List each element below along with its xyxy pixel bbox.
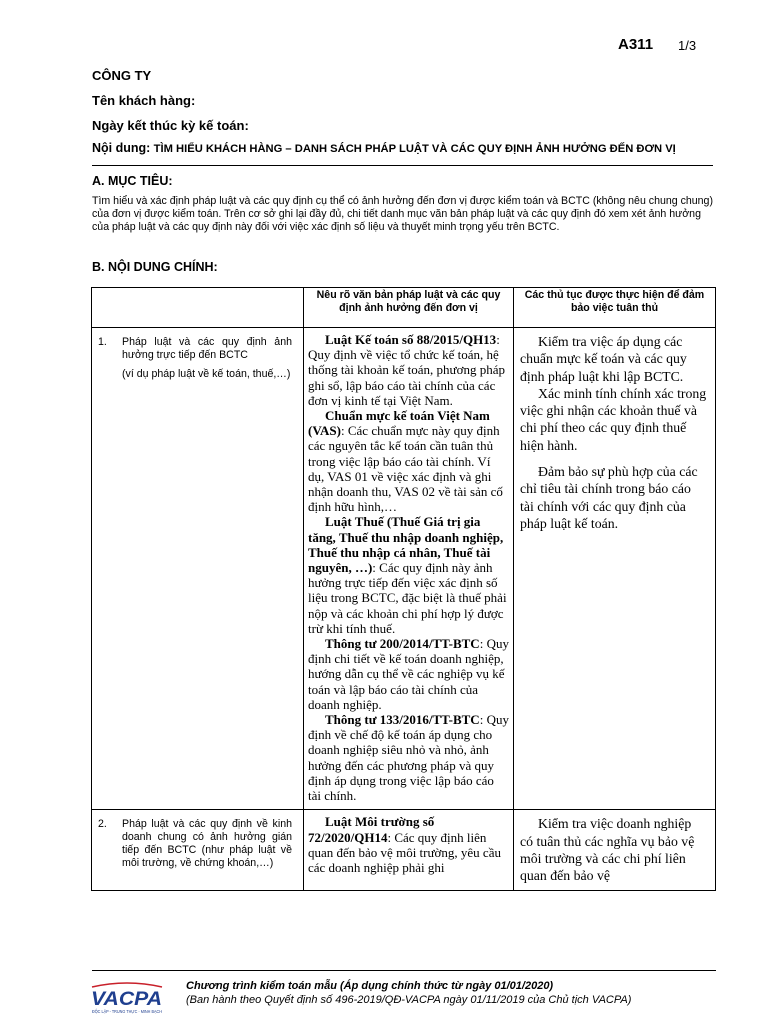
content-line [92,141,712,155]
table-header-row [92,288,716,328]
vacpa-logo [90,981,164,1015]
law-table [91,287,716,891]
customer-label: Tên khách hàng: [92,93,196,108]
footer-divider [92,970,716,971]
law-item [308,514,509,636]
row-description-text: Pháp luật và các quy định ảnh hưởng trực tiếp đến BCTC [122,336,292,361]
law-title: Thông tư 133/2016/TT-BTC [325,712,480,728]
document-code: A311 [618,36,654,53]
law-text: : Các quy định liên quan đến bảo vệ môi trường, yêu cầu các doanh nghiệp phải ghi [308,829,501,875]
procedure-item: Xác minh tính chính xác trong việc ghi nhận các khoản thuế và chi phí theo các quy định thuế hiện hành. [520,385,707,453]
law-text: : Quy định về chế độ kế toán áp dụng cho doanh nghiệp siêu nhỏ và nhỏ, ảnh hưởng đến các phương pháp và quy định áp dụng trong việc lập báo cáo tài chính. [308,712,509,804]
page-number: 1/3 [678,38,697,53]
law-title: Luật Kế toán số 88/2015/QH13 [325,332,497,347]
company-label: CÔNG TY [92,68,152,83]
law-item [308,332,509,408]
row-description [122,818,292,876]
law-item [308,712,509,803]
header-divider [92,165,713,166]
law-text: : Quy định về việc tổ chức kế toán, hệ thống tài khoản kế toán, phương pháp ghi sổ, lập báo cáo tài chính của các đơn vị kinh tế tại Việt Nam. [308,332,505,408]
law-item [308,636,509,712]
row-description-cell [92,328,304,810]
content-label: Nội dung: [92,141,151,155]
law-title: Chuẩn mực kế toán Việt Nam (VAS) [308,408,490,439]
period-end-label: Ngày kết thúc kỳ kế toán: [92,118,249,133]
header-cell-procedures [514,288,716,328]
footer-decision-line: (Ban hành theo Quyết định số 496-2019/QĐ-VACPA ngày 01/11/2019 của Chủ tịch VACPA) [186,994,632,1006]
content-value: TÌM HIỂU KHÁCH HÀNG – DANH SÁCH PHÁP LUẬT VÀ CÁC QUY ĐỊNH ẢNH HƯỞNG ĐẾN ĐƠN VỊ [153,143,676,155]
law-text: : Các chuẩn mực này quy định các nguyên tắc kế toán cần tuân thủ trong việc lập báo cáo tài chính. Ví dụ, VAS 01 về việc xác định và ghi nhận doanh thu, VAS 02 về tài sản cố định hữu hình,… [308,423,503,515]
header-cell-laws [304,288,514,328]
law-text: : Các quy định này ảnh hưởng trực tiếp đến việc xác định số liệu trong BCTC, đặc biệt là thuế phải nộp và các khoản chi phí hợp lý được trừ khi tính thuế. [308,560,507,636]
objective-text: Tìm hiểu và xác định pháp luật và các quy định cụ thể có ảnh hưởng đến đơn vị được kiểm toán và BCTC (không nêu chung chung) của đơn vị được kiểm toán. Trên cơ sở ghi lại đầy đủ, chi tiết danh mục văn bản pháp luật và các quy định đó xem xét ảnh hưởng của pháp luật và các quy định này đối với việc xác định số liệu và thuyết minh trọng yếu trên BCTC. [92,195,713,234]
table-row [92,328,716,810]
section-a-title: A. MỤC TIÊU: [92,174,173,188]
row-laws-cell [304,810,514,891]
header-laws-label: Nêu rõ văn bản pháp luật và các quy định ảnh hưởng đến đơn vị [316,289,501,314]
row-description-text: Pháp luật và các quy định về kinh doanh chung có ảnh hưởng gián tiếp đến BCTC (như pháp luật về môi trường, về chứng khoán,…) [122,818,292,870]
procedure-item: Kiểm tra việc áp dụng các chuẩn mực kế toán và các quy định pháp luật khi lập BCTC. [520,334,687,384]
footer-program-line: Chương trình kiểm toán mẫu (Áp dụng chính thức từ ngày 01/01/2020) [186,980,554,992]
section-b-title: B. NỘI DUNG CHÍNH: [92,260,218,274]
logo-tagline: ĐỘC LẬP - TRUNG THỰC - MINH BẠCH [92,1009,162,1014]
header-procedures-label: Các thủ tục được thực hiện để đảm bảo việc tuân thủ [524,289,705,314]
table-row [92,810,716,891]
row-number: 2. [98,818,107,831]
row-description-cell [92,810,304,891]
law-title: Thông tư 200/2014/TT-BTC [325,636,480,652]
procedure-item: Kiểm tra việc doanh nghiệp có tuân thủ các nghĩa vụ bảo vệ môi trường và các chi phí liên quan đến bảo vệ [520,816,695,884]
row-laws-cell [304,328,514,810]
law-title: Luật Thuế (Thuế Giá trị gia tăng, Thuế thu nhập doanh nghiệp, Thuế thu nhập cá nhân, Thuế tài nguyên, …) [308,514,504,576]
row-number: 1. [98,336,107,348]
law-text: : Quy định chi tiết về kế toán doanh nghiệp, hướng dẫn cụ thể về các nghiệp vụ kế toán và lập báo cáo tài chính của doanh nghiệp. [308,636,509,712]
row-procedures-cell [514,328,716,810]
row-procedures-cell [514,810,716,891]
header-cell-blank [92,288,304,328]
law-title: Luật Môi trường số 72/2020/QH14 [308,814,435,845]
logo-wordmark: VACPA [91,989,162,1010]
procedure-item: Đảm bảo sự phù hợp của các chỉ tiêu tài chính trong báo cáo tài chính với các quy định của pháp luật kế toán. [520,464,698,531]
row-example-text: (ví dụ pháp luật về kế toán, thuế,…) [122,368,291,380]
row-description [122,336,292,387]
law-item [308,814,509,875]
law-item [308,408,509,514]
